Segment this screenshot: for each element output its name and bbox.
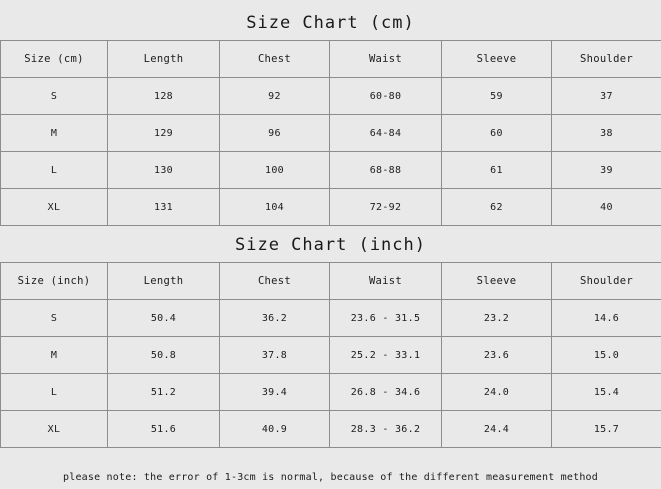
cell-shoulder: 37 <box>552 78 661 115</box>
column-header: Sleeve <box>442 263 552 300</box>
inch-table-body <box>1 300 661 448</box>
column-header: Waist <box>330 263 442 300</box>
cell-length: 50.8 <box>108 337 220 374</box>
cell-size: L <box>1 152 108 189</box>
cell-length: 131 <box>108 189 220 226</box>
cell-size: M <box>1 115 108 152</box>
cell-size: XL <box>1 189 108 226</box>
cell-chest: 37.8 <box>220 337 330 374</box>
table-header-row <box>1 41 661 78</box>
cell-size: S <box>1 78 108 115</box>
cell-shoulder: 15.7 <box>552 411 661 448</box>
cell-length: 50.4 <box>108 300 220 337</box>
cell-waist: 68-88 <box>330 152 442 189</box>
cell-sleeve: 59 <box>442 78 552 115</box>
inch-table-header <box>1 263 661 300</box>
column-header: Sleeve <box>442 41 552 78</box>
cell-length: 130 <box>108 152 220 189</box>
cell-sleeve: 24.0 <box>442 374 552 411</box>
cell-chest: 40.9 <box>220 411 330 448</box>
table-row <box>1 300 661 337</box>
inch-size-table <box>0 262 661 448</box>
table-row <box>1 189 661 226</box>
cell-sleeve: 61 <box>442 152 552 189</box>
cell-sleeve: 60 <box>442 115 552 152</box>
table-header-row <box>1 263 661 300</box>
cell-chest: 96 <box>220 115 330 152</box>
cell-waist: 25.2 - 33.1 <box>330 337 442 374</box>
column-header: Length <box>108 263 220 300</box>
column-header: Shoulder <box>552 263 661 300</box>
cell-waist: 28.3 - 36.2 <box>330 411 442 448</box>
cell-shoulder: 40 <box>552 189 661 226</box>
cell-size: S <box>1 300 108 337</box>
table-row <box>1 374 661 411</box>
cm-chart-title: Size Chart (cm) <box>246 13 415 33</box>
table-row <box>1 115 661 152</box>
table-row <box>1 152 661 189</box>
cell-size: M <box>1 337 108 374</box>
cell-shoulder: 15.4 <box>552 374 661 411</box>
cell-chest: 92 <box>220 78 330 115</box>
cell-waist: 72-92 <box>330 189 442 226</box>
column-header: Chest <box>220 41 330 78</box>
cm-table-header <box>1 41 661 78</box>
cell-length: 51.2 <box>108 374 220 411</box>
cell-shoulder: 15.0 <box>552 337 661 374</box>
table-row <box>1 337 661 374</box>
cell-sleeve: 23.6 <box>442 337 552 374</box>
cell-size: L <box>1 374 108 411</box>
cm-table-body <box>1 78 661 226</box>
column-header: Length <box>108 41 220 78</box>
cell-waist: 23.6 - 31.5 <box>330 300 442 337</box>
cell-sleeve: 62 <box>442 189 552 226</box>
column-header: Shoulder <box>552 41 661 78</box>
cell-chest: 100 <box>220 152 330 189</box>
cell-waist: 60-80 <box>330 78 442 115</box>
cm-size-table <box>0 40 661 226</box>
cell-size: XL <box>1 411 108 448</box>
cell-sleeve: 24.4 <box>442 411 552 448</box>
cell-length: 129 <box>108 115 220 152</box>
cell-waist: 26.8 - 34.6 <box>330 374 442 411</box>
cell-length: 51.6 <box>108 411 220 448</box>
cell-chest: 36.2 <box>220 300 330 337</box>
cell-sleeve: 23.2 <box>442 300 552 337</box>
table-row <box>1 411 661 448</box>
cell-length: 128 <box>108 78 220 115</box>
column-header: Chest <box>220 263 330 300</box>
cell-shoulder: 14.6 <box>552 300 661 337</box>
column-header: Size (cm) <box>1 41 108 78</box>
column-header: Waist <box>330 41 442 78</box>
cell-chest: 39.4 <box>220 374 330 411</box>
cell-shoulder: 39 <box>552 152 661 189</box>
cell-chest: 104 <box>220 189 330 226</box>
cell-shoulder: 38 <box>552 115 661 152</box>
cell-waist: 64-84 <box>330 115 442 152</box>
table-row <box>1 78 661 115</box>
column-header: Size (inch) <box>1 263 108 300</box>
measurement-note: please note: the error of 1-3cm is normal, because of the different measurement method <box>63 472 598 483</box>
inch-chart-title: Size Chart (inch) <box>235 235 426 255</box>
